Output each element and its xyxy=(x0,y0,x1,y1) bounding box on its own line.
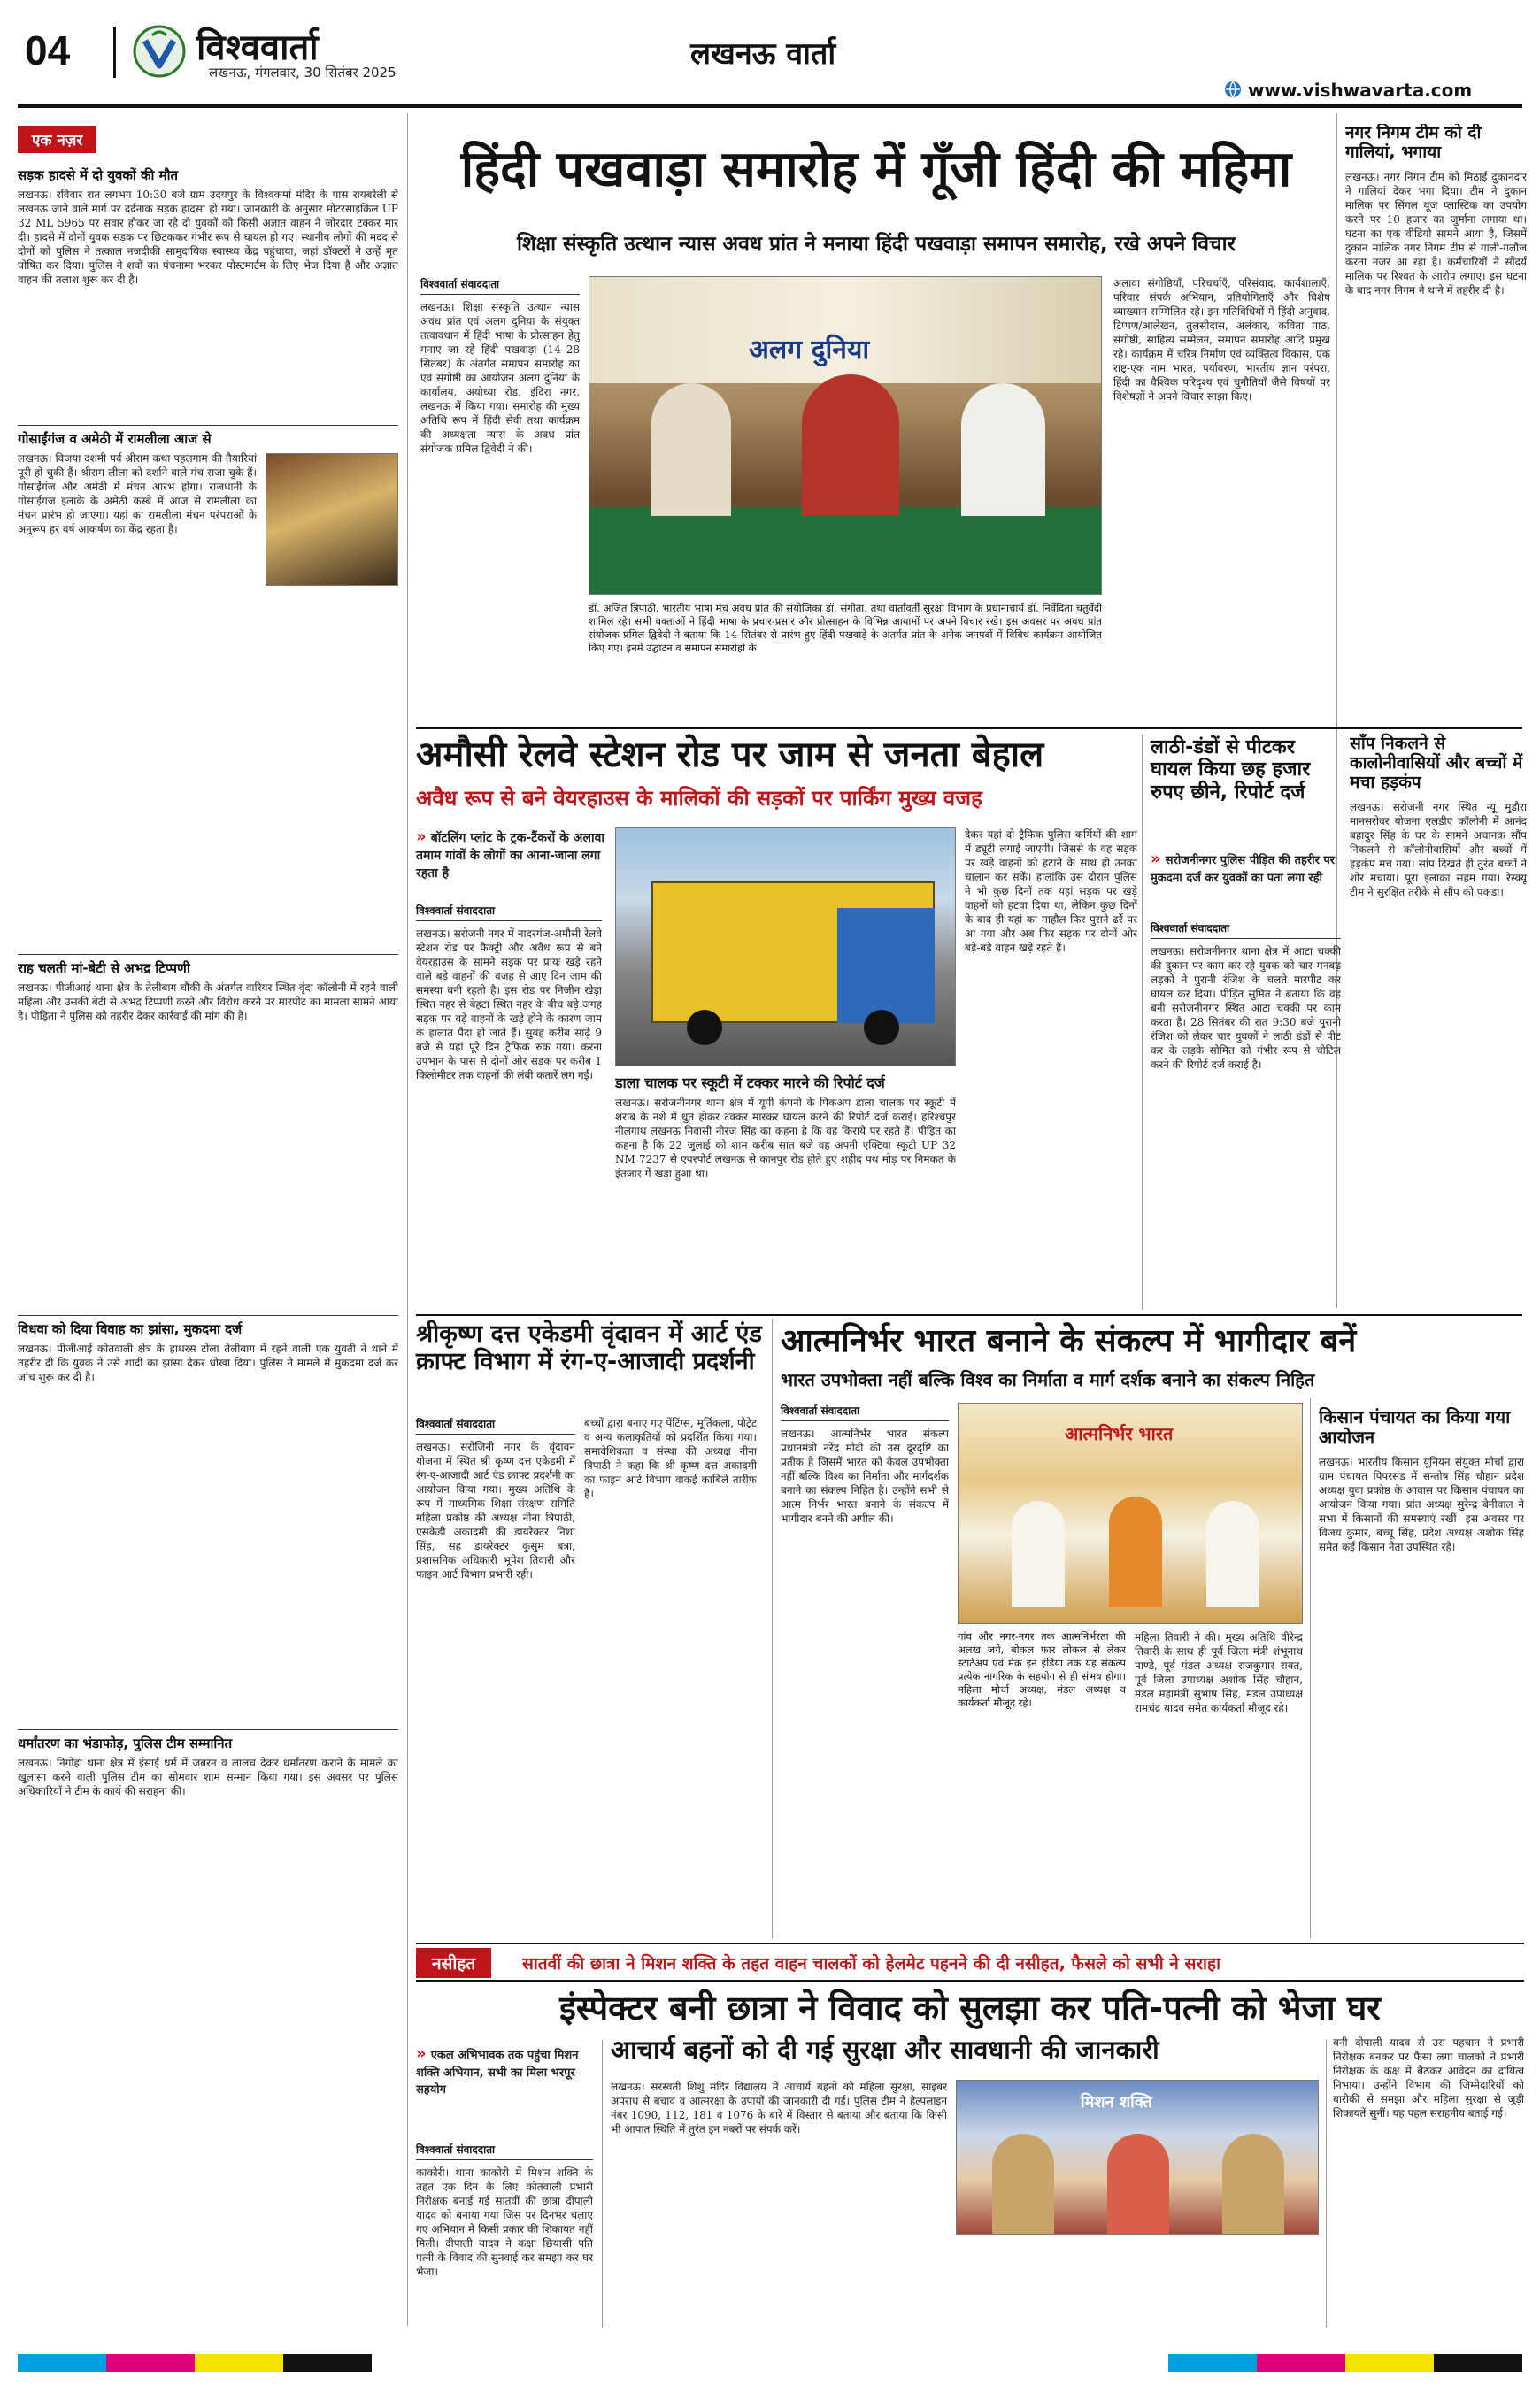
naseehat-label: नसीहत xyxy=(416,1948,491,1978)
kisan-story xyxy=(1319,1407,1524,1929)
inspector-col1 xyxy=(416,2142,593,2328)
lead-subhead: शिक्षा संस्कृति उत्थान न्यास अवध प्रांत ने मनाया हिंदी पखवाड़ा समापन समारोह, रखे अपने विचार xyxy=(516,233,1236,256)
story-body: लखनऊ। रविवार रात लगभग 10:30 बजे ग्राम उदयपुर के विश्वकर्मा मंदिर के पास रायबरेली से लखनऊ जाने वाले मार्ग पर दर्दनाक सड़क हादसा हो गया। जानकारी के अनुसार मोटरसाइकिल UP 32 ML 5965 पर सवार होकर जा रहे दो युवकों को किसी अज्ञात वाहन ने जोरदार टक्कर मार दी। हादसे में दोनों युवक सड़क पर छिटककर गंभीर रूप से घायल हो गए। स्थानीय लोगों की मदद से दोनों को पुलिस ने तत्काल नजदीकी सामुदायिक स्वास्थ्य केंद्र पहुंचाया, जहां डॉक्टरों ने उन्हें मृत घोषित कर दिया। पुलिस ने शवों का पंचनामा भरकर पोस्टमार्टम के लिए भेज दिया है और अज्ञात वाहन की तलाश शुरू कर दी है। xyxy=(18,189,398,286)
atma-col1 xyxy=(781,1403,949,1934)
railway-subhead: अवैध रूप से बने वेयरहाउस के मालिकों की सड़कों पर पार्किंग मुख्य वजह xyxy=(416,786,982,811)
color-swatch xyxy=(18,2354,106,2372)
quote-text: एकल अभिभावक तक पहुंचा मिशन शक्ति अभियान, सभी का मिला भरपूर सहयोग xyxy=(416,2049,579,2097)
dais-table xyxy=(589,507,1102,595)
masthead-rule xyxy=(18,104,1522,108)
logo-icon xyxy=(133,25,186,78)
byline: विश्ववार्ता संवाददाता xyxy=(416,2142,593,2160)
person-figure xyxy=(961,383,1045,516)
color-swatch xyxy=(195,2354,283,2372)
snake-story xyxy=(1350,717,1527,1310)
color-swatch xyxy=(106,2354,195,2372)
wheel-icon xyxy=(864,1010,899,1045)
scooty-box xyxy=(615,1073,956,1307)
section-label-ek-nazar: एक नज़र xyxy=(18,126,96,153)
art-col2: बच्चों द्वारा बनाए गए पेंटिंग्स, मूर्तिकला, पोट्रेट व अन्य कलाकृतियों को प्रदर्शित किया गया। समावेशिकता व संस्था की अध्यक्ष नीना त्रिपाठी ने कहा कि श्री कृष्ण दत्त अकादमी का फाइन आर्ट विभाग वाकई काबिले तारीफ है। xyxy=(584,1417,757,1500)
story-head: विधवा को दिया विवाह का झांसा, मुकदमा दर्ज xyxy=(18,1315,398,1338)
naseehat-banner: सातवीं की छात्रा ने मिशन शक्ति के तहत वाहन चालकों को हेलमेट पहनने की दी नसीहत, फैसले को सभी ने सराहा xyxy=(522,1954,1220,1974)
banner-text: आत्मनिर्भर भारत xyxy=(1065,1423,1174,1444)
lead-body-right: अलावा संगोष्ठियाँ, परिचर्चाएँ, परिसंवाद, कार्यशालाएँ, परिवार संपर्क अभियान, प्रतियोगिताएँ और विशेष व्याख्यान सम्मिलित रहे। इन गतिविधियों में हिंदी अनुवाद, टिप्पण/आलेखन, तुलसीदास, अलंकार, कविता पाठ, संगोष्ठी, साहित्य सम्मेलन, समापन समारोह आदि प्रमुख रहे। कार्यक्रम में चरित्र निर्माण एवं व्यक्तित्व विकास, एक राष्ट्र-एक नाम भारत, पर्यावरण, भारतीय ज्ञान परंपरा, हिंदी का वैश्विक परिदृश्य एवं चुनौतियाँ जैसे विषयों पर विशेषज्ञों ने अपने विचार साझा किए। xyxy=(1113,277,1330,403)
story-widow xyxy=(18,1315,398,1722)
scooty-body: लखनऊ। सरोजनीनगर थाना क्षेत्र में यूपी कंपनी के पिकअप डाला चालक पर स्कूटी में शराब के नशे में धुत होकर टक्कर मारकर घायल करने की रिपोर्ट दर्ज कराई। हरिश्चपुर नीलगाथ लखनऊ निवासी नीरज सिंह का कहना है कि वह किराये पर रहते हैं। पीड़ित का कहना है कि 22 जुलाई को शाम करीब सात बजे वह अपनी एक्टिवा स्कूटी UP 32 NM 7237 से एयरपोर्ट लखनऊ से कानपुर रोड होते हुए शहीद पथ मोड़ पर निमकत के इंतजार में खड़ा हुआ था। xyxy=(615,1097,956,1180)
railway-body: लखनऊ। सरोजनी नगर में नादरगंज-अमौसी रेलवे स्टेशन रोड पर फैक्ट्री और अवैध रूप से बने वेयरहाउस के सामने सड़क पर प्रायः खड़े रहने वाले बड़े वाहनों की वजह से आए दिन जाम की समस्या बनी रहती है। इस रोड पर निजीन खेड़ा स्थित नहर से बेहटा स्थित नहर के बीच बड़े जगह सड़क पर बड़े वाहनों के खड़े होने के कारण जाम के हालात पैदा हो जाते हैं। सुबह करीब साढ़े 9 बजे से यहां पूरे दिन ट्रैफिक रुक गया। करना उपभान के पास से दोनों ओर सड़क पर करीब 1 किलोमीटर तक वाहनों की लंबी कतारें लग गईं। xyxy=(416,927,602,1081)
railway-col2: देकर यहां दो ट्रैफिक पुलिस कर्मियों की शाम में ड्यूटी लगाई जाएगी। जिससे के वह सड़क पर खड़े वाहनों को हटाने के साथ ही उनका चालान कर सकें। हालांकि उस दौरान पुलिस ने भी कुछ दिनों तक यहां सड़क पर खड़े वाहनों को हटवा दिया था, लेकिन कुछ दिनों के बाद ही यहां का माहौल फिर पुराने ढर्रे पर आ गया और अब फिर सड़क पर दोनों ओर बड़े-बड़े वाहन खड़े रहते हैं। xyxy=(965,828,1137,954)
atma-headline: आत्मनिर्भर भारत बनाने के संकल्प में भागीदार बनें xyxy=(781,1323,1357,1359)
atma-subhead: भारत उपभोक्ता नहीं बल्कि विश्व का निर्माता व मार्ग दर्शक बनाने का संकल्प निहित xyxy=(781,1369,1315,1390)
person-figure xyxy=(1109,1497,1162,1607)
lead-photo xyxy=(589,276,1102,595)
page-number-divider xyxy=(113,27,116,78)
registration-marks xyxy=(18,2354,1522,2375)
quote-text: सरोजनीनगर पुलिस पीड़ित की तहरीर पर मुकदमा दर्ज कर युवकों का पता लगा रही xyxy=(1151,854,1336,885)
story-body: लखनऊ। सरोजनी नगर स्थित न्यू मुड़ौरा मानसरोवर योजना एलडीए कॉलोनी में आनंद बहादुर सिंह के घर के सामने अचानक सौंप निकलने से कॉलोनीवासियों और बच्चों में हड़कंप मच गया। सांप दिखते ही तुरंत बच्चों ने शोर मचाया। पूरा इलाका सहम गया। रेस्क्यू टीम ने सुरक्षित तरीके से सौंप को पकड़ा। xyxy=(1350,800,1527,898)
person-figure xyxy=(1206,1501,1259,1607)
column-divider xyxy=(407,113,408,2326)
banner-text: मिशन शक्ति xyxy=(1081,2093,1152,2112)
edition-date: लखनऊ, मंगलवार, 30 सितंबर 2025 xyxy=(209,65,397,81)
section-rule xyxy=(416,1314,1522,1316)
color-swatch xyxy=(1434,2354,1522,2372)
story-body: लखनऊ। पीजीआई कोतवाली क्षेत्र के हाथरस टोला तेलीबाग में रहने वाली एक युवती ने थाने में तहरीर दी कि युवक ने उसे शादी का झांसा देकर धोखा दिया। पुलिस ने मामले में मुकदमा दर्ज कर जांच शुरू कर दी है। xyxy=(18,1343,398,1383)
lead-col1 xyxy=(420,276,580,719)
masthead xyxy=(0,0,1540,101)
atma-body: लखनऊ। आत्मनिर्भर भारत संकल्प प्रधानमंत्री नरेंद्र मोदी की उस दूरदृष्टि का प्रतीक है जिसमें भारत को केवल उपभोक्ता नहीं बल्कि विश्व का निर्माता और मार्गदर्शक बनाने का संकल्प निहित है। उन्होंने सभी से आत्म निर्भर भारत बनाने के संकल्प में भागीदार बनने की अपील की। xyxy=(781,1428,949,1525)
color-swatch xyxy=(1345,2354,1434,2372)
person-figure xyxy=(1222,2134,1284,2235)
art-col1 xyxy=(416,1416,575,1929)
column-divider xyxy=(1326,2040,1327,2328)
story-body: लखनऊ। नगर निगम टीम को मिठाई दुकानदार ने गालियां देकर भगा दिया। टीम ने दुकान मालिक पर सिंगल यूज प्लास्टिक का उपयोग करने पर 10 हजार का जुर्माना लगाया था। घटना का एक वीडियो सामने आया है, जिसमें दुकान मालिक नगर निगम टीम से गाली-गलौज करता नजर आ रहा है। कर्मचारियों ने सौंदर्य मालिक पर रिश्वत के आरोप लगाए। इस घटना के बाद नगर निगम ने थाने में तहरीर दी है। xyxy=(1345,170,1527,296)
story-head: नगर निगम टीम को दी गालियां, भगाया xyxy=(1345,124,1482,162)
story-head: धर्मांतरण का भंडाफोड़, पुलिस टीम सम्मानित xyxy=(18,1729,398,1752)
left-column xyxy=(18,113,398,2326)
byline: विश्ववार्ता संवाददाता xyxy=(416,903,602,921)
art-headline: श्रीकृष्ण दत्त एकेडमी वृंदावन में आर्ट एंड क्राफ्ट विभाग में रंग-ए-आजादी प्रदर्शनी xyxy=(416,1320,762,1376)
person-figure xyxy=(1107,2134,1169,2235)
atma-photo xyxy=(958,1403,1303,1624)
ramleela-photo xyxy=(266,453,398,586)
railway-quote: » बॉटलिंग प्लांट के ट्रक-टैंकरों के अलावा तमाम गांवों के लोगों का आना-जाना लगा रहता है xyxy=(416,827,605,881)
person-figure xyxy=(992,2134,1054,2235)
scooty-head: डाला चालक पर स्कूटी में टक्कर मारने की रिपोर्ट दर्ज xyxy=(615,1074,885,1091)
column-divider xyxy=(602,2040,603,2328)
story-body: लखनऊ। भारतीय किसान यूनियन संयुक्त मोर्चा द्वारा ग्राम पंचायत पिपरसंड में सन्तोष सिंह चौहान प्रदेश अध्यक्ष युवा प्रकोष्ठ के आवास पर किसान पंचायत का आयोजन किया गया। प्रांत अध्यक्ष सुरेन्द्र बेनीवाल ने सभा में किसानों की समस्याएं रखीं। इस अवसर पर विजय कुमार, बच्चू सिंह, प्रदेश अध्यक्ष अशोक सिंह समेत कई किसान नेता उपस्थित रहे। xyxy=(1319,1456,1524,1553)
story-head: गोसाईंगंज व अमेठी में रामलीला आज से xyxy=(18,425,398,448)
website-link[interactable]: www.vishwavarta.com xyxy=(1248,80,1473,101)
inspector-quote: » एकल अभिभावक तक पहुंचा मिशन शक्ति अभियान, सभी का मिला भरपूर सहयोग xyxy=(416,2044,579,2097)
railway-photo xyxy=(615,827,956,1066)
acharya-body: लखनऊ। सरस्वती शिशु मंदिर विद्यालय में आचार्य बहनों को महिला सुरक्षा, साइबर अपराध से बचाव व आत्मरक्षा के उपायों की जानकारी दी गई। पुलिस टीम ने हेल्पलाइन नंबर 1090, 112, 181 व 1076 के बारे में विस्तार से बताया और बताया कि किसी भी आपात स्थिति में तुरंत इन नंबरों पर संपर्क करें। xyxy=(611,2081,947,2136)
byline: विश्ववार्ता संवाददाता xyxy=(781,1403,949,1421)
story-body: लखनऊ। पीजीआई थाना क्षेत्र के तेलीबाग चौकी के अंतर्गत वारियर स्थित वृंदा कॉलोनी में रहने वाली महिला और उसकी बेटी से अभद्र टिप्पणी करने और विरोध करने पर मारपीट का मामला सामने आया है। पीड़िता ने पुलिस को तहरीर देकर कार्रवाई की मांग की है। xyxy=(18,981,398,1022)
atma-col2: महिला तिवारी ने की। मुख्य अतिथि वीरेन्द्र तिवारी के साथ ही पूर्व जिला मंत्री शंभूनाथ पाण्डे, पूर्व मंडल अध्यक्ष राजकुमार रावत, पूर्व जिला उपाध्यक्ष अशोक सिंह चौहान, मंडल महामंत्री सुभाष सिंह, मंडल उपाध्यक्ष रामचंद्र यादव समेत कार्यकर्ता मौजूद रहे। xyxy=(1135,1631,1303,1714)
atma-caption: गांव और नगर-नगर तक आत्मनिर्भरता की अलख जगे, बोकल फार लोकल से लेकर स्टार्टअप एवं मेक इन इंडिया तक यह संकल्प प्रत्येक नागरिक के सहयोग से ही संभव होगा। महिला मोर्चा अध्यक्ष, मंडल अध्यक्ष व कार्यकर्ता मौजूद रहे। xyxy=(958,1630,1126,1709)
inspector-right-col: बनी दीपाली यादव से उस पहचान ने प्रभारी निरीक्षक बनकर पर फैसा लगा चालको ने प्रभारी निरीक्षक के कक्ष में बैठकर आवेदन का दायित्व निभाया। उन्होंने विभाग की जिम्मेदारियों को बारीकी से समझा और महिला सुरक्षा से जुड़ी शिकायतें सुनीं। यह पहल सराहनीय बताई गई। xyxy=(1333,2036,1524,2120)
page-number: 04 xyxy=(25,27,71,73)
banner-text: अलग दुनिया xyxy=(749,335,870,366)
railway-headline: अमौसी रेलवे स्टेशन रोड पर जाम से जनता बेहाल xyxy=(416,735,1044,775)
byline: विश्ववार्ता संवाददाता xyxy=(416,1416,575,1435)
person-figure xyxy=(651,383,731,516)
acharya-headline: आचार्य बहनों को दी गई सुरक्षा और सावधानी की जानकारी xyxy=(611,2035,1159,2065)
truck-shape xyxy=(837,908,935,1023)
story-head: साँप निकलने से कालोनीवासियों और बच्चों में मचा हड़कंप xyxy=(1350,734,1523,792)
story-conversion xyxy=(18,1729,398,2251)
lathi-quote: » सरोजनीनगर पुलिस पीड़ित की तहरीर पर मुकदमा दर्ज कर युवकों का पता लगा रही xyxy=(1151,850,1336,885)
inspector-body: काकोरी। थाना काकोरी में मिशन शक्ति के तहत एक दिन के लिए कोतवाली प्रभारी निरीक्षक बनाई गई सातवीं की छात्रा दीपाली यादव को बनाया गया जिस पर दिनभर चलाए गए अभियान में किसी प्रकार की शिकायत नहीं मिली। दीपाली यादव ने कक्षा छियासी पति पत्नी के विवाद की सुनवाई कर समझा कर घर भेजा। xyxy=(416,2166,593,2278)
art-body: लखनऊ। सरोजिनी नगर के वृंदावन योजना में स्थित श्री कृष्ण दत्त एकेडमी में रंग-ए-आजादी आर्ट एंड क्राफ्ट प्रदर्शनी का आयोजन किया गया। मुख्य अतिथि के रूप में माध्यमिक शिक्षा संरक्षण समिति महिला प्रकोष्ठ की अध्यक्ष नीना त्रिपाठी, एसकेडी अकादमी की डायरेक्टर निशा सिंह, सह डायरेक्टर कुसुम बत्रा, प्रशासनिक अधिकारी भूपेश तिवारी और फाइन आर्ट विभाग प्रभारी रही। xyxy=(416,1441,575,1581)
lead-headline: हिंदी पखवाड़ा समारोह में गूँजी हिंदी की महिमा xyxy=(460,141,1292,198)
right-top-story xyxy=(1345,124,1527,690)
byline: विश्ववार्ता संवाददाता xyxy=(420,276,580,295)
color-swatch xyxy=(1257,2354,1345,2372)
lathi-body: लखनऊ। सरोजनीनगर थाना क्षेत्र में आटा चक्की की दुकान पर काम कर रहे युवक को चार मनबढ़ लड़कों ने पुरानी रंजिश के चलते मारपीट कर घायल कर दिया। पीड़ित सुमित ने बताया कि वह बनी सरोजनीनगर स्थित आटा चक्की पर काम करता है। 28 सितंबर की रात 9:30 बजे पुरानी रंजिश को लेकर चार युवकों ने लाठी डंडों से पीट कर के लड़के सोमित को गंभीर रूप से चोटिल करने की रिपोर्ट दर्ज कराई है। xyxy=(1151,945,1341,1071)
globe-icon xyxy=(1223,80,1243,99)
lead-caption: डॉ. अजित त्रिपाठी, भारतीय भाषा मंच अवध प्रांत की संयोजिका डॉ. संगीता, तथा वार्तावर्ती सुरक्षा विभाग के प्रधानाचार्य डॉ. निर्वेदिता चतुर्वेदी शामिल रहे। सभी वक्ताओं ने हिंदी भाषा के प्रचार-प्रसार और प्रोत्साहन के विभिन्न आयामों पर अपने विचार रखे। इस अवसर पर अवध प्रांत संयोजक प्रमिल द्विवेदी ने बताया कि 14 सितंबर से प्रारंभ हुए हिंदी पखवाड़े के अंतर्गत प्रांत के अनेक जनपदों में विविध कार्यक्रम आयोजित किए गए। इनमें उद्घाटन व समापन समारोहों के xyxy=(589,602,1102,654)
paper-name: विश्ववार्ता xyxy=(196,27,319,68)
naseehat-strip xyxy=(416,1943,1524,1982)
inspector-headline: इंस्पेक्टर बनी छात्रा ने विवाद को सुलझा कर पति-पत्नी को भेजा घर xyxy=(559,1989,1381,2028)
lead-body-left: लखनऊ। शिक्षा संस्कृति उत्थान न्यास अवध प्रांत एवं अलग दुनिया के संयुक्त तत्वावधान में हिंदी भाषा के प्रोत्साहन हेतु मनाए जा रहे हिंदी पखवाड़ा (14–28 सितंबर) के अंतर्गत समापन समारोह का एवं संगोष्ठी का आयोजन अलग दुनिया के कार्यालय, अयोध्या रोड, इंदिरा नगर, लखनऊ में किया गया। समारोह की मुख्य अतिथि रूप में हिंदी सेवी तथा कार्यक्रम की अध्यक्षता न्यास के अवध प्रांत संयोजक प्रमिल द्विवेदी ने की। xyxy=(420,301,580,455)
person-figure xyxy=(1012,1501,1065,1607)
person-figure xyxy=(802,374,899,516)
section-title: लखनऊ वार्ता xyxy=(690,36,836,72)
acharya-photo xyxy=(956,2080,1319,2235)
story-harassment xyxy=(18,954,398,1308)
story-ramleela xyxy=(18,425,398,947)
story-body: लखनऊ। विजया दशमी पर्व श्रीराम कथा पहलगाम की तैयारियां पूरी हो चुकी हैं। श्रीराम लीला को दर्शाने वाले मंच सजा चुके हैं। गोसाईंगंज और अमेठी में मंचन आरंभ होगा। राजधानी के गोसाईंगंज इलाके के अमेठी कस्बे में आज से रामलीला का मंचन प्रारंभ हो जाएगा। यहां का रामलीला मंचन परंपराओं के अनुरूप हर वर्ष आकर्षण का केंद्र रहता है। xyxy=(18,452,257,535)
quote-text: बॉटलिंग प्लांट के ट्रक-टैंकरों के अलावा तमाम गांवों के लोगों का आना-जाना लगा रहता है xyxy=(416,831,605,881)
column-divider xyxy=(1142,735,1143,1310)
story-head: सड़क हादसे में दो युवकों की मौत xyxy=(18,167,179,183)
color-swatch xyxy=(1168,2354,1257,2372)
story-head: राह चलती मां-बेटी से अभद्र टिप्पणी xyxy=(18,954,398,977)
column-divider xyxy=(1310,1398,1311,1938)
lathi-body-wrap xyxy=(1151,920,1341,1310)
byline: विश्ववार्ता संवाददाता xyxy=(1151,920,1341,939)
wheel-icon xyxy=(687,1010,722,1045)
color-swatch xyxy=(283,2354,372,2372)
story-head: किसान पंचायत का किया गया आयोजन xyxy=(1319,1407,1511,1448)
railway-col1 xyxy=(416,903,602,1310)
story-accident xyxy=(18,167,398,418)
lathi-headline: लाठी-डंडों से पीटकर घायल किया छह हजार रुपए छीने, रिपोर्ट दर्ज xyxy=(1151,736,1311,804)
story-body: लखनऊ। निगोहां थाना क्षेत्र में ईसाई धर्म में जबरन व लालच देकर धर्मांतरण कराने के मामले का खुलासा करने वाली पुलिस टीम का सोमवार शाम सम्मान किया गया। इस अवसर पर पुलिस अधिकारियों ने टीम के कार्य की सराहना की। xyxy=(18,1757,398,1797)
column-divider xyxy=(772,1319,773,1938)
